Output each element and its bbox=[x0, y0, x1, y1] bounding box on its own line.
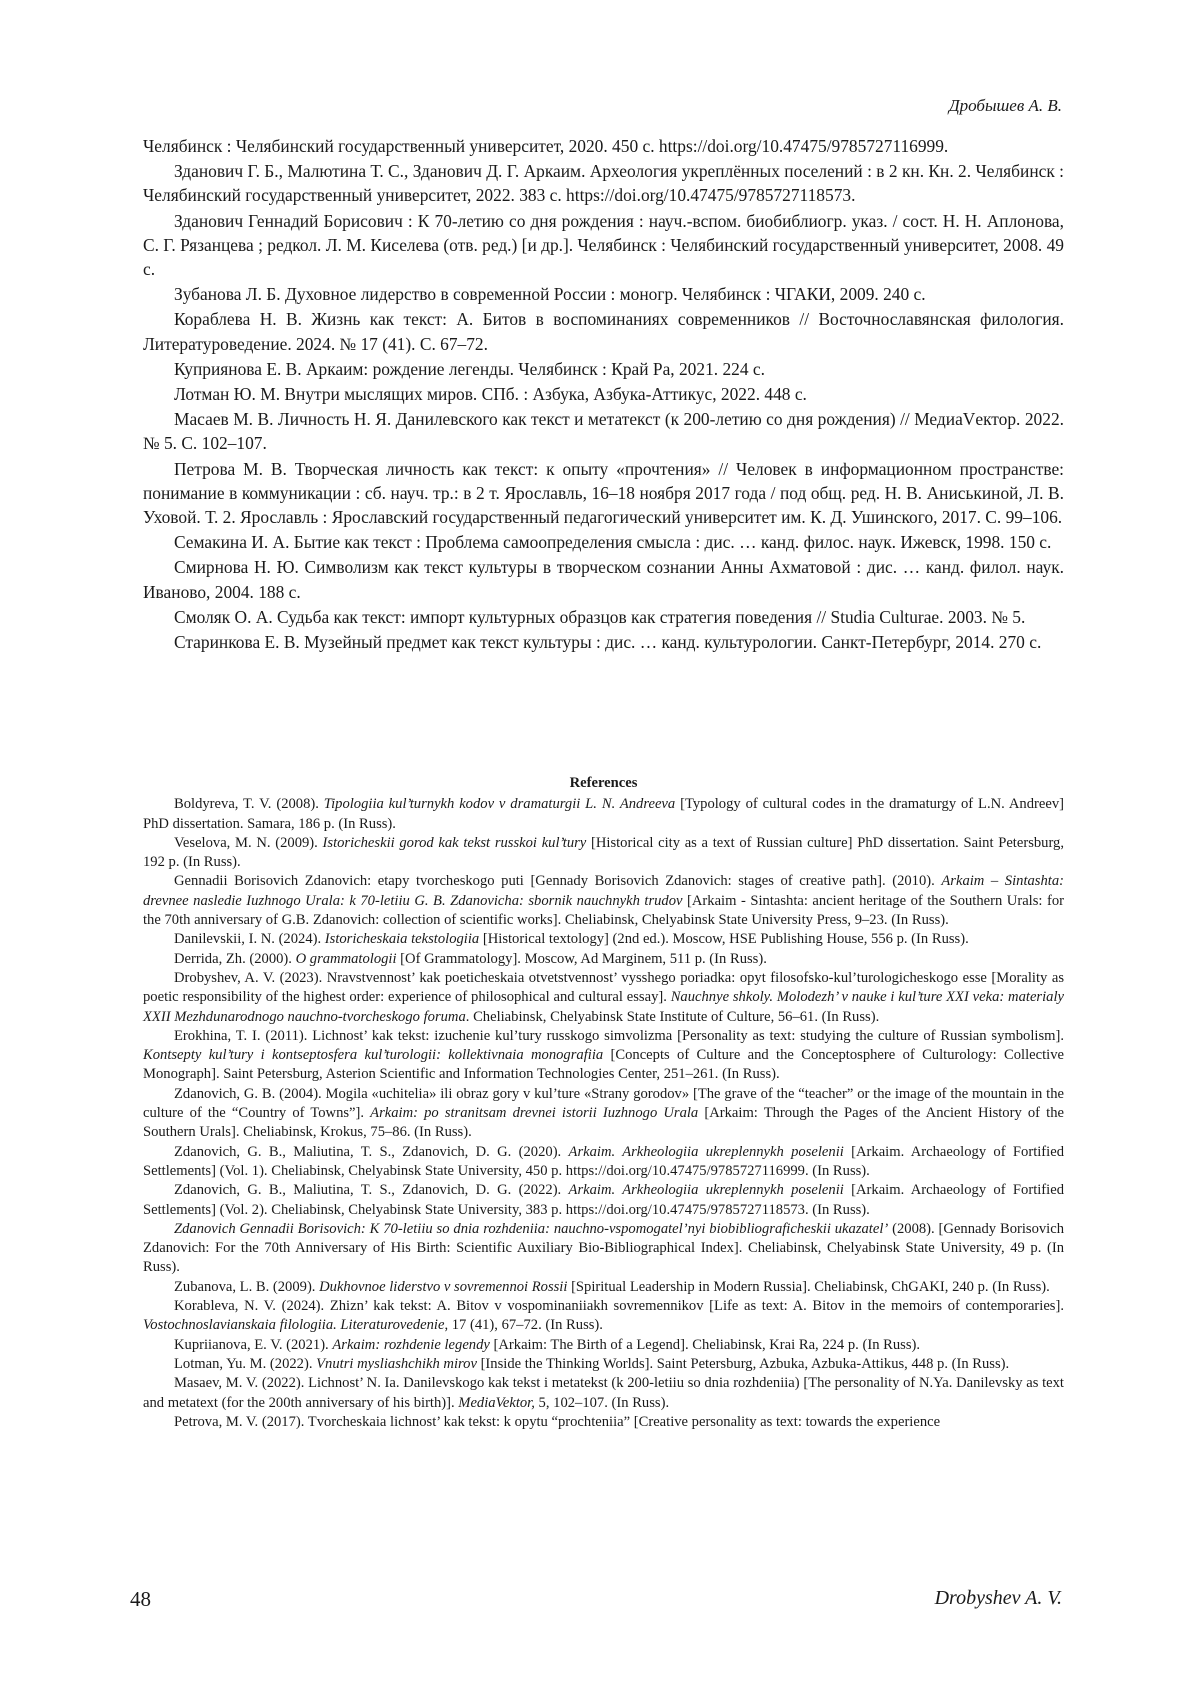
reference-title: Zdanovich Gennadii Borisovich: K 70-letiiu so dnia rozhdeniia: nauchno-vspomogatel’nyi biobibliograficheskii ukazatel’ bbox=[174, 1220, 889, 1237]
reference-title: Arkaim. Arkheologiia ukreplennykh poselenii bbox=[568, 1182, 844, 1199]
reference-entry bbox=[143, 834, 1064, 873]
bibliography-entry: Челябинск : Челябинский государственный университет, 2020. 450 с. https://doi.org/10.47475/9785727116999. bbox=[143, 136, 949, 156]
reference-title: Vostochnoslavianskaia filologiia. Literaturovedenie bbox=[143, 1317, 445, 1334]
bibliography-entry: Старинкова Е. В. Музейный предмет как текст культуры : дис. … канд. культурологии. Санкт-Петербург, 2014. 270 с. bbox=[174, 632, 1042, 653]
reference-title: Arkaim: rozhdenie legendy bbox=[332, 1336, 490, 1353]
reference-title: Tipologiia kul’turnykh kodov v dramaturgii L. N. Andreeva bbox=[323, 796, 676, 813]
reference-text: . Cheliabinsk, Chelyabinsk State Institute of Culture, 56–61. (In Russ). bbox=[465, 1008, 880, 1025]
bibliography-entry: Семакина И. А. Бытие как текст : Проблема самоопределения смысла : дис. … канд. филос. наук. Ижевск, 1998. 150 с. bbox=[174, 532, 1052, 553]
reference-entry bbox=[143, 1027, 1064, 1085]
reference-text: [Inside the Thinking Worlds]. Saint Petersburg, Azbuka, Azbuka-Attikus, 448 p. (In Russ). bbox=[476, 1355, 1010, 1372]
page-number: 48 bbox=[130, 1587, 151, 1611]
reference-entry bbox=[143, 795, 1064, 834]
reference-text: [Arkaim. Archaeology of Fortified Settlements] (Vol. 2). Cheliabinsk, Chelyabinsk State University, 383 p. https://doi.org/10.47475/9785727118573. (In Russ). bbox=[143, 1182, 1064, 1218]
reference-title: Istoricheskaia tekstologiia bbox=[324, 931, 480, 948]
reference-title: Vnutri mysliashchikh mirov bbox=[316, 1355, 477, 1372]
reference-entry bbox=[143, 1220, 1064, 1278]
reference-title: Nauchnye shkoly. Molodezh’ v nauke i kul’ture XXI veka: materialy XXII Mezhdunarodnogo nauchno-tvorcheskogo foruma bbox=[143, 989, 1064, 1025]
reference-text: [Arkaim - Sintashta: ancient heritage of the Southern Urals: for the 70th anniversary of G.B. Zdanovich: collection of scientific works]. Cheliabinsk, Chelyabinsk State University Press, 9–23. (In Russ). bbox=[143, 892, 1065, 929]
reference-title: Istoricheskii gorod kak tekst russkoi kul’tury bbox=[322, 834, 587, 851]
bibliography-entry: Куприянова Е. В. Аркаим: рождение легенды. Челябинск : Край Ра, 2021. 224 с. bbox=[174, 358, 765, 379]
reference-title: Arkaim – Sintashta: drevnee nasledie Iuzhnogo Urala: k 70-letiiu G. B. Zdanovicha: sbornik nauchnykh trudov bbox=[143, 873, 1064, 909]
references-heading: References bbox=[569, 775, 638, 791]
reference-text: Lotman, Yu. M. (2022). bbox=[174, 1355, 317, 1372]
reference-text: [Typology of cultural codes in the dramaturgy of L.N. Andreev] PhD dissertation. Samara, 186 p. (In Russ). bbox=[143, 796, 1064, 832]
reference-text: Zubanova, L. B. (2009). bbox=[174, 1278, 320, 1295]
reference-entry bbox=[143, 969, 1064, 1027]
reference-entry bbox=[143, 1413, 1064, 1432]
reference-text: 5, 102–107. (In Russ). bbox=[534, 1394, 670, 1411]
bibliography-entry: Лотман Ю. М. Внутри мыслящих миров. СПб. : Азбука, Азбука-Аттикус, 2022. 448 с. bbox=[174, 384, 807, 405]
reference-text: Danilevskii, I. N. (2024). bbox=[174, 931, 325, 948]
reference-text: [Of Grammatology]. Moscow, Ad Marginem, 511 p. (In Russ). bbox=[396, 950, 767, 967]
reference-entry bbox=[143, 1278, 1064, 1297]
reference-text: (2008). [Gennady Borisovich Zdanovich: For the 70th Anniversary of His Birth: Scientific Auxiliary Bio-Bibliographical Index]. Cheliabinsk, Chelyabinsk State University, 49 p. (In Russ). bbox=[143, 1220, 1065, 1276]
reference-title: Kontsepty kul’tury i kontseptosfera kul’turologii: kollektivnaia monografiia bbox=[143, 1047, 604, 1064]
reference-entry bbox=[143, 1181, 1064, 1220]
reference-text: [Historical textology] (2nd ed.). Moscow, HSE Publishing House, 556 p. (In Russ). bbox=[479, 931, 969, 948]
running-footer-author: Drobyshev A. V. bbox=[934, 1587, 1062, 1609]
reference-text: [Arkaim. Archaeology of Fortified Settlements] (Vol. 1). Cheliabinsk, Chelyabinsk State University, 450 p. https://doi.org/10.47475/9785727116999. (In Russ). bbox=[143, 1143, 1064, 1179]
bibliography-entry: Зданович Г. Б., Малютина Т. С., Зданович Д. Г. Аркаим. Археология укреплённых поселений : в 2 кн. Кн. 2. Челябинск : Челябинский государственный университет, 2022. 383 с. https://doi.org/10.47475/9785727118573. bbox=[143, 161, 1064, 206]
reference-text: [Arkaim: Through the Pages of the Ancient History of the Southern Urals]. Cheliabinsk, Krokus, 75–86. (In Russ). bbox=[143, 1105, 1064, 1141]
reference-title: Arkaim: po stranitsam drevnei istorii Iuzhnogo Urala bbox=[370, 1105, 699, 1122]
bibliography-entry: Смоляк О. А. Судьба как текст: импорт культурных образцов как стратегия поведения // Studia Culturae. 2003. № 5. bbox=[174, 606, 1026, 627]
reference-entry bbox=[143, 1143, 1064, 1182]
references-list bbox=[143, 795, 1064, 1432]
reference-text: Derrida, Zh. (2000). bbox=[174, 950, 296, 967]
bibliography-entry: Масаев М. В. Личность Н. Я. Данилевского как текст и метатекст (к 200-летию со дня рождения) // МедиаVектор. 2022. № 5. С. 102–107. bbox=[143, 409, 1064, 454]
reference-text: Drobyshev, A. V. (2023). Nravstvennost’ kak poeticheskaia otvetstvennost’ vysshego poriadka: opyt filosofsko-kul’turologicheskogo esse [Morality as poetic responsibility of the highest order: experience of philosophical and cultural essay]. bbox=[143, 969, 1064, 1006]
reference-title: Dukhovnoe liderstvo v sovremennoi Rossii bbox=[319, 1278, 568, 1295]
reference-text: Korableva, N. V. (2024). Zhizn’ kak tekst: A. Bitov v vospominaniiakh sovremennikov [Life as text: A. Bitov in the memoirs of contemporaries]. bbox=[174, 1298, 1064, 1315]
running-header-author: Дробышев А. В. bbox=[948, 96, 1062, 115]
reference-entry bbox=[143, 1374, 1064, 1413]
reference-entry bbox=[143, 1297, 1064, 1336]
reference-entry bbox=[143, 930, 1064, 949]
reference-text: Zdanovich, G. B. (2004). Mogila «uchitelia» ili obraz gory v kul’ture «Strany gorodov» [The grave of the “teacher” or the image of the mountain in the culture of the “Country of Towns”]. bbox=[143, 1085, 1064, 1122]
reference-entry bbox=[143, 1085, 1064, 1143]
reference-title: O grammatologii bbox=[295, 950, 397, 967]
russian-bibliography bbox=[143, 134, 1064, 655]
reference-text: [Historical city as a text of Russian culture] PhD dissertation. Saint Petersburg, 192 p. (In Russ). bbox=[143, 834, 1065, 871]
reference-text: Kupriianova, E. V. (2021). bbox=[174, 1336, 333, 1353]
reference-title: Arkaim. Arkheologiia ukreplennykh poselenii bbox=[568, 1143, 844, 1160]
bibliography-entry: Петрова М. В. Творческая личность как текст: к опыту «прочтения» // Человек в информационном пространстве: понимание в коммуникации : сб. науч. тр.: в 2 т. Ярославль, 16–18 ноября 2017 года / под общ. ред. Н. В. Аниськиной, Л. В. Уховой. Т. 2. Ярославль : Ярославский государственный педагогический университет им. К. Д. Ушинского, 2017. С. 99–106. bbox=[143, 458, 1064, 528]
reference-entry bbox=[143, 872, 1064, 930]
reference-text: Boldyreva, T. V. (2008). bbox=[174, 796, 324, 813]
reference-text: Erokhina, T. I. (2011). Lichnost’ kak tekst: izuchenie kul’tury russkogo simvolizma [Personality as text: studying the culture of Russian symbolism]. bbox=[174, 1027, 1064, 1044]
reference-text: Zdanovich, G. B., Maliutina, T. S., Zdanovich, D. G. (2020). bbox=[174, 1143, 569, 1160]
bibliography-entry: Зубанова Л. Б. Духовное лидерство в современной России : моногр. Челябинск : ЧГАКИ, 2009. 240 с. bbox=[174, 284, 926, 305]
reference-entry bbox=[143, 1355, 1064, 1374]
reference-text: [Spiritual Leadership in Modern Russia]. Cheliabinsk, ChGAKI, 240 p. (In Russ). bbox=[567, 1278, 1050, 1295]
reference-title: MediaVektor, bbox=[458, 1394, 535, 1411]
references-section bbox=[143, 774, 1064, 1432]
reference-text: [Arkaim: The Birth of a Legend]. Cheliabinsk, Krai Ra, 224 p. (In Russ). bbox=[489, 1336, 921, 1353]
reference-text: Masaev, M. V. (2022). Lichnost’ N. Ia. Danilevskogo kak tekst i metatekst (k 200-letiiu so dnia rozhdeniia) [The personality of N.Ya. Danilevsky as text and metatext (for the 200th anniversary of his birth)]. bbox=[143, 1375, 1064, 1411]
bibliography-entry: Кораблева Н. В. Жизнь как текст: А. Битов в воспоминаниях современников // Восточнославянская филология. Литературоведение. 2024. № 17 (41). С. 67–72. bbox=[143, 309, 1064, 354]
reference-text: Zdanovich, G. B., Maliutina, T. S., Zdanovich, D. G. (2022). bbox=[174, 1182, 569, 1199]
reference-entry bbox=[143, 950, 1064, 969]
reference-text: Veselova, M. N. (2009). bbox=[174, 834, 323, 851]
reference-text: Gennadii Borisovich Zdanovich: etapy tvorcheskogo puti [Gennady Borisovich Zdanovich: stages of creative path]. (2010). bbox=[174, 873, 942, 890]
bibliography-entry: Зданович Геннадий Борисович : К 70-летию со дня рождения : науч.-вспом. биобиблиогр. указ. / сост. Н. Н. Аплонова, С. Г. Рязанцева ; редкол. Л. М. Киселева (отв. ред.) [и др.]. Челябинск : Челябинский государственный университет, 2008. 49 с. bbox=[143, 210, 1064, 280]
reference-text: , 17 (41), 67–72. (In Russ). bbox=[444, 1317, 603, 1334]
reference-text: Petrova, M. V. (2017). Tvorcheskaia lichnost’ kak tekst: k opytu “prochteniia” [Creative personality as text: towards the experience bbox=[174, 1413, 941, 1430]
reference-entry bbox=[143, 1336, 1064, 1355]
bibliography-entry: Смирнова Н. Ю. Символизм как текст культуры в творческом сознании Анны Ахматовой : дис. … канд. филол. наук. Иваново, 2004. 188 с. bbox=[143, 557, 1064, 602]
reference-text: [Concepts of Culture and the Conceptosphere of Culturology: Collective Monograph]. Saint Petersburg, Asterion Scientific and Information Technologies Center, 251–261. (In Russ). bbox=[143, 1047, 1064, 1083]
